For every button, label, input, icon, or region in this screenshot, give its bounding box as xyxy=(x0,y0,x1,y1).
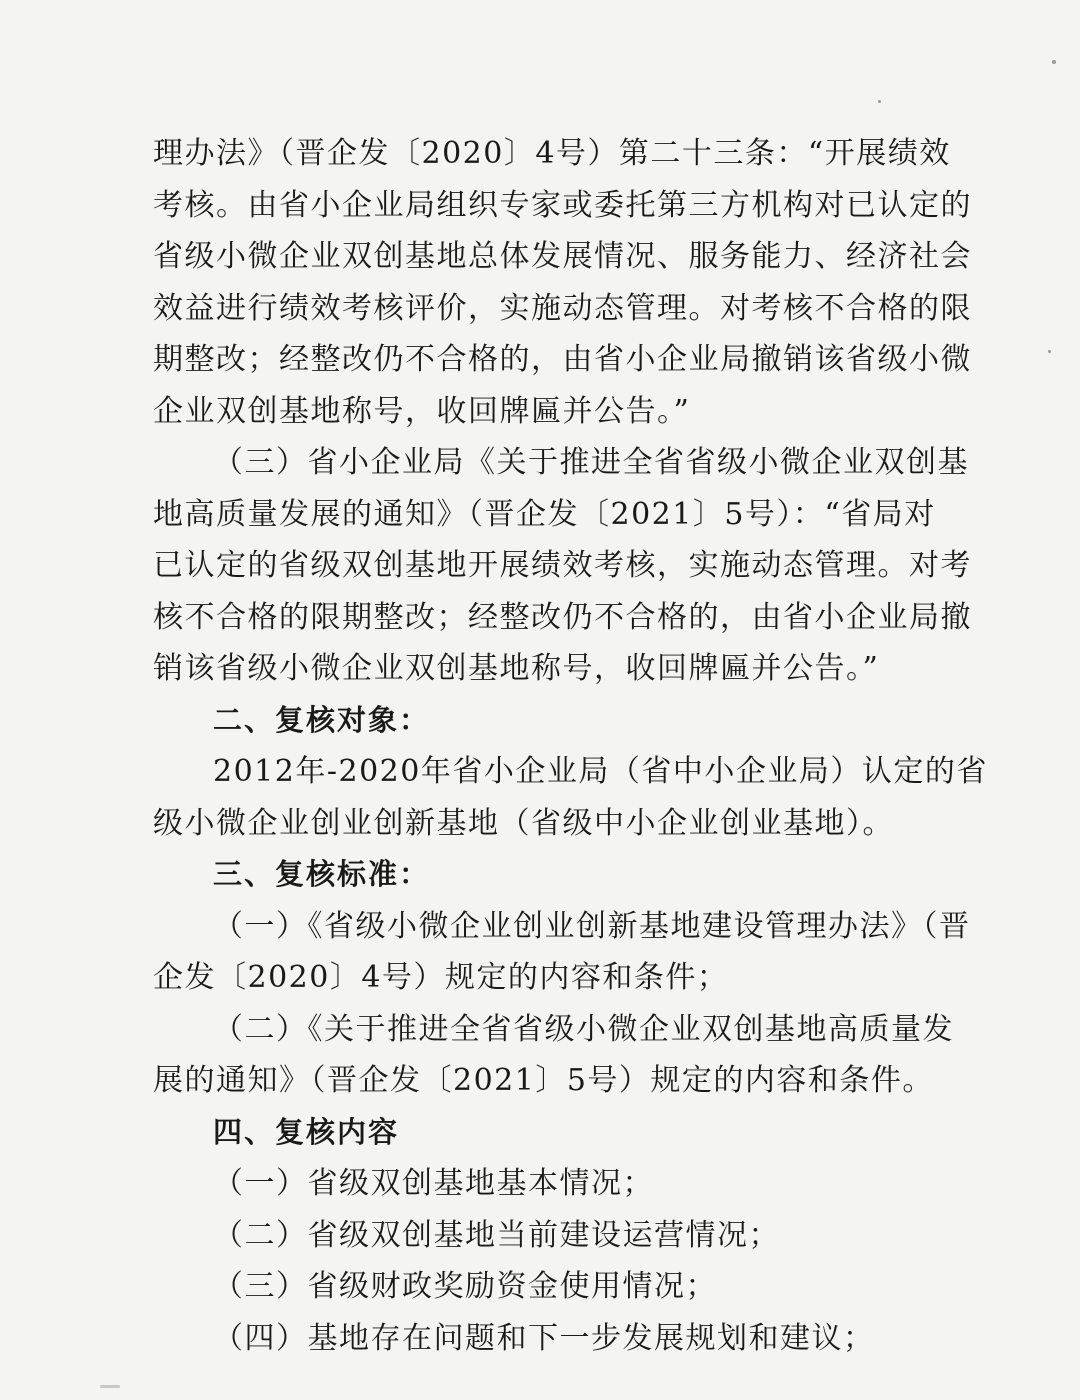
text-line: 理办法》（晋企发〔2020〕4号）第二十三条：“开展绩效 xyxy=(153,136,951,171)
text-line: 省级小微企业双创基地总体发展情况、服务能力、经济社会 xyxy=(153,239,972,274)
review-content-list xyxy=(153,1158,905,1364)
text-line: 核不合格的限期整改；经整改仍不合格的，由省小企业局撤 xyxy=(153,599,972,635)
text-line: 已认定的省级双创基地开展绩效考核，实施动态管理。对考 xyxy=(153,548,972,583)
text-line: 企发〔2020〕4号）规定的内容和条件； xyxy=(153,960,729,995)
section-heading-review-target: 二、复核对象： xyxy=(213,702,431,737)
text-line: 2012年-2020年省小企业局（省中小企业局）认定的省 xyxy=(213,754,988,789)
paragraph-item-three xyxy=(153,437,972,695)
document-body xyxy=(153,128,988,1364)
section-heading-review-standard: 三、复核标准： xyxy=(213,857,431,891)
scan-speck xyxy=(1052,60,1056,64)
text-line: 展的通知》（晋企发〔2021〕5号）规定的内容和条件。 xyxy=(153,1063,934,1098)
text-line: 企业双创基地称号，收回牌匾并公告。” xyxy=(153,393,691,429)
paragraph-review-target xyxy=(153,746,988,849)
text-line: （二）《关于推进全省省级小微企业双创基地高质量发 xyxy=(213,1011,954,1047)
text-line: 销该省级小微企业双创基地称号，收回牌匾并公告。” xyxy=(153,651,880,686)
text-line: 地高质量发展的通知》（晋企发〔2021〕5号）：“省局对 xyxy=(153,496,936,532)
list-item: （一）省级双创基地基本情况； xyxy=(213,1166,654,1201)
text-line: 考核。由省小企业局组织专家或委托第三方机构对已认定的 xyxy=(153,187,972,223)
scan-speck xyxy=(100,1385,120,1388)
list-item: （二）省级双创基地当前建设运营情况； xyxy=(213,1217,780,1253)
list-item: （四）基地存在问题和下一步发展规划和建议； xyxy=(213,1320,875,1356)
paragraph-continuation xyxy=(153,128,972,437)
text-line: 期整改；经整改仍不合格的，由省小企业局撤销该省级小微 xyxy=(153,342,972,377)
text-line: 级小微企业创业创新基地（省级中小企业创业基地）。 xyxy=(153,805,894,841)
scan-speck xyxy=(878,100,881,103)
paragraph-standard-two xyxy=(153,1004,954,1107)
scan-speck xyxy=(1048,350,1051,353)
text-line: （一）《省级小微企业创业创新基地建设管理办法》（晋 xyxy=(213,908,971,944)
section-heading-review-content: 四、复核内容 xyxy=(213,1114,400,1149)
text-line: （三）省小企业局《关于推进全省省级小微企业双创基 xyxy=(213,445,969,480)
list-item: （三）省级财政奖励资金使用情况； xyxy=(213,1269,717,1304)
text-line: 效益进行绩效考核评价，实施动态管理。对考核不合格的限 xyxy=(153,290,972,326)
paragraph-standard-one xyxy=(153,901,971,1004)
